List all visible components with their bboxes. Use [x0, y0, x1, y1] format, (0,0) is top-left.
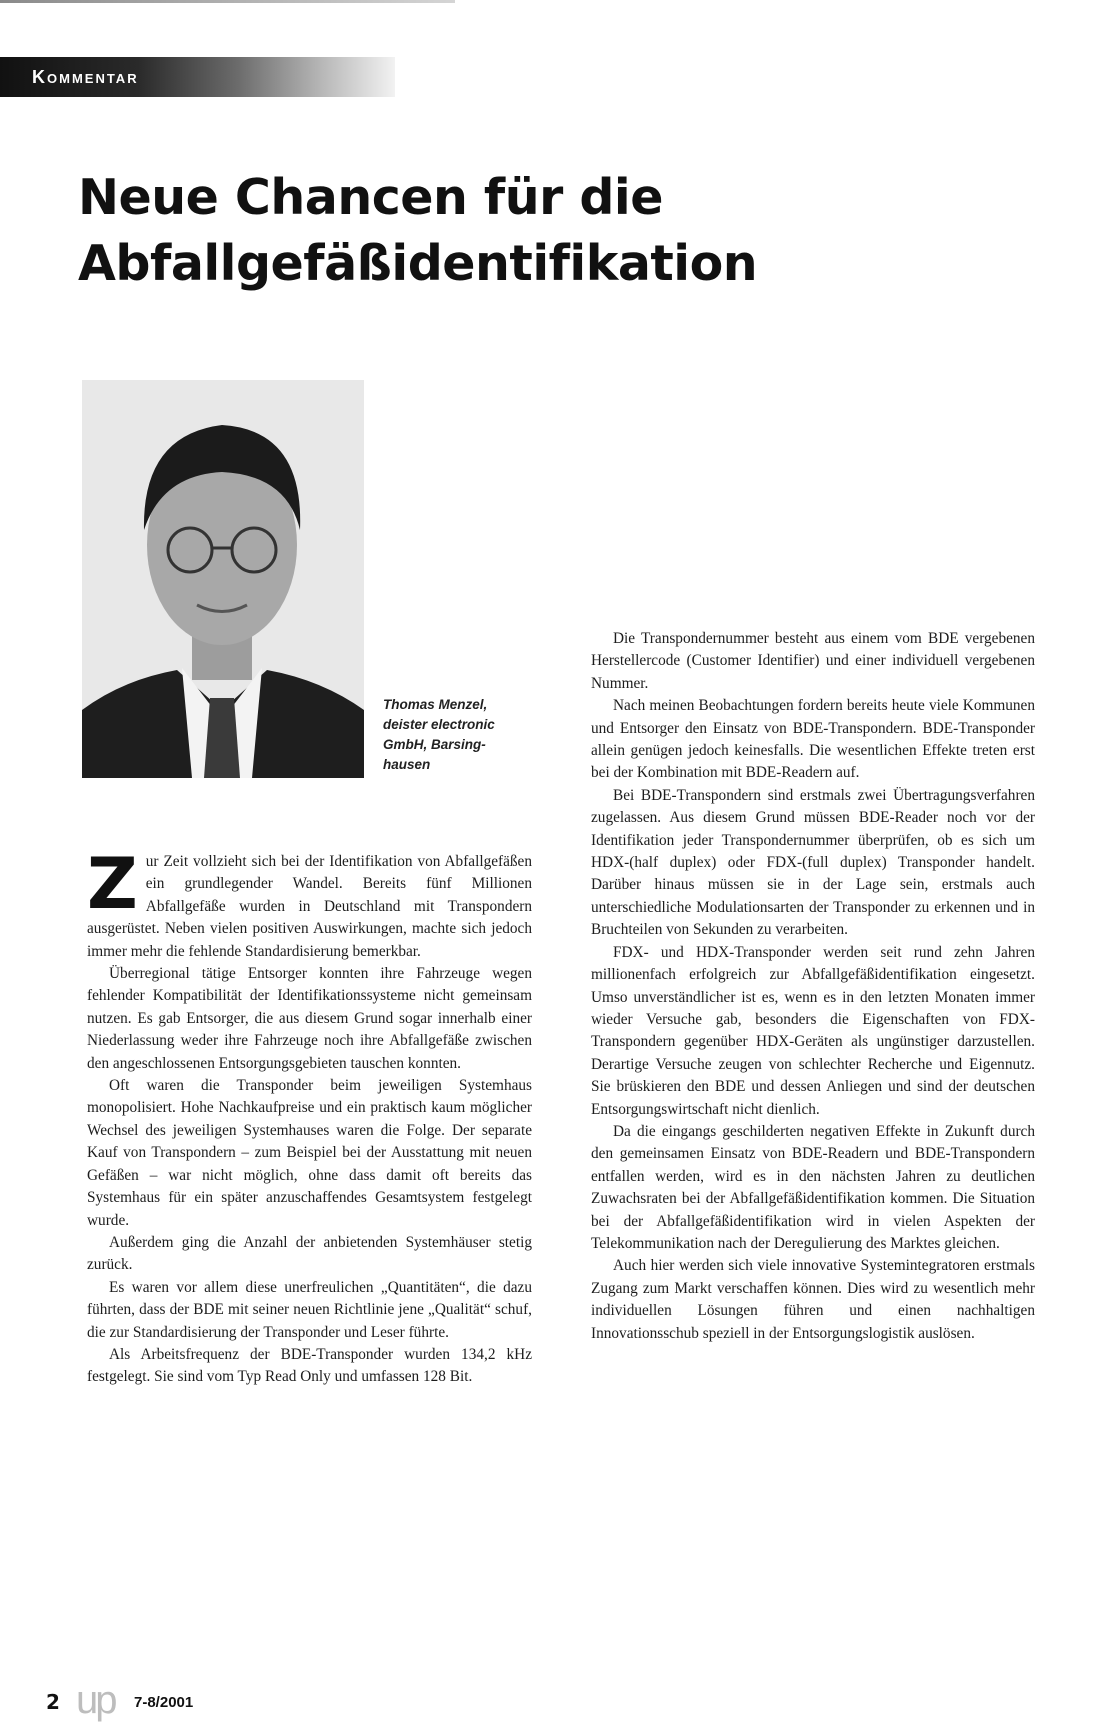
article-paragraph: Als Arbeitsfrequenz der BDE-Transponder wurden 134,2 kHz festgelegt. Sie sind vom Typ Read Only und umfassen 128 Bit. [87, 1345, 532, 1386]
caption-line: hausen [383, 757, 431, 772]
top-rule [0, 0, 455, 3]
page-number: 2 [46, 1690, 60, 1714]
magazine-logo: up [76, 1678, 115, 1722]
article-paragraph: Auch hier werden sich viele innovative Systemintegratoren erstmals Zugang zum Markt verschaffen können. Dies wird zu wesentlich mehr individuellen Lösungen führen und einen nachhaltigen Innovationsschub speziell in der Entsorgungslogistik auslösen. [591, 1257, 1035, 1342]
article-paragraph: Überregional tätige Entsorger konnten ihre Fahrzeuge wegen fehlender Kompatibilität der Identifikationssysteme nicht gemeinsam nutzen. Es gab Entsorger, die aus diesem Grund sogar innerhalb einer Niederlassung weder ihre Fahrzeuge noch ihre Abfallgefäße zwischen den angeschlossenen Entsorgungsgebieten tauschen konnten. [87, 965, 532, 1072]
caption-line: GmbH, Barsing- [383, 737, 486, 752]
author-photo [82, 380, 364, 778]
section-label: Kommentar [32, 67, 139, 87]
author-caption [383, 695, 533, 775]
headline: Neue Chancen für die Abfallgefäßidentifikation [78, 169, 758, 292]
article-column-right [591, 628, 1035, 1345]
article-paragraph: Es waren vor allem diese unerfreulichen „Quantitäten“, die dazu führten, dass der BDE mit seiner neuen Richtlinie jene „Qualität“ schuf, die zur Standardisierung der Transponder und Leser führte. [87, 1278, 532, 1341]
article-paragraph: FDX- und HDX-Transponder werden seit rund zehn Jahren millionenfach erfolgreich zur Abfallgefäßidentifikation eingesetzt. Umso unverständlicher ist es, wenn es in den letzten Monaten immer wieder Versuche gab, besonders die Eigenschaften von FDX-Transpondern gegenüber HDX-Geräten als ungünstiger darzustellen. Derartige Versuche zeugen von schlechter Recherche und Eigennutz. Sie brüskieren den BDE und dessen Anliegen und sind der deutschen Entsorgungswirtschaft nicht dienlich. [591, 943, 1035, 1118]
article-paragraph: Da die eingangs geschilderten negativen Effekte in Zukunft durch den gemeinsamen Einsatz von BDE-Readern und BDE-Transpondern entfallen werden, wird es in den nächsten Jahren zu deutlichen Zuwachsraten bei der Abfallgefäßidentifikation kommen. Die Situation bei der Abfallgefäßidentifikation wird in vielen Aspekten der Telekommunikation nach der Deregulierung des Marktes gleichen. [591, 1122, 1035, 1252]
caption-line: deister electronic [383, 717, 495, 732]
article-paragraph [87, 843, 532, 963]
issue-label: 7-8/2001 [134, 1694, 194, 1711]
article-paragraph: Bei BDE-Transpondern sind erstmals zwei Übertragungsverfahren zugelassen. Aus diesem Grund müssen BDE-Reader noch vor der Identifikation jeder Transpondernummer überprüfen, ob es sich um HDX-(half duplex) oder FDX-(full duplex) Transponder handelt. Darüber hinaus müssen sie in der Lage sein, erstmals auch unterschiedliche Modulationsarten der Transponder zu erkennen und in Bruchteilen von Sekunden zu verarbeiten. [591, 786, 1035, 939]
article-paragraph: Nach meinen Beobachtungen fordern bereits heute viele Kommunen und Entsorger den Einsatz von BDE-Transpondern. BDE-Transponder allein genügen jedoch keinesfalls. Die wesentlichen Effekte treten erst bei der Kombination mit BDE-Readern auf. [591, 697, 1035, 782]
article-column-left [87, 843, 532, 1389]
article-paragraph: Die Transpondernummer besteht aus einem vom BDE vergebenen Herstellercode (Customer Identifier) und einer individuell vergebenen Nummer. [591, 630, 1035, 692]
article-paragraph: Oft waren die Transponder beim jeweiligen Systemhaus monopolisiert. Hohe Nachkaufpreise und ein praktisch kaum möglicher Wechsel des jeweiligen Systemhauses waren die Folge. Der separate Kauf von Transpondern – zum Beispiel bei der Ausstattung mit neuen Gefäßen – war nicht möglich, ohne dass damit oft bereits das Systemhaus für ein später anzuschaffendes Gesamtsystem festgelegt wurde. [87, 1077, 532, 1229]
article-paragraph: Außerdem ging die Anzahl der anbietenden Systemhäuser stetig zurück. [87, 1233, 532, 1274]
drop-cap: Z [87, 843, 138, 925]
paragraph-text: ur Zeit vollzieht sich bei der Identifikation von Abfallgefäßen ein grundlegender Wandel. Bereits fünf Millionen Abfallgefäße wurden in Deutschland mit Transpondern ausgerüstet. Neben vielen positiven Auswirkungen, machte sich jedoch immer mehr die fehlende Standardisierung bemerkbar. [87, 853, 532, 960]
caption-line: Thomas Menzel, [383, 697, 488, 712]
